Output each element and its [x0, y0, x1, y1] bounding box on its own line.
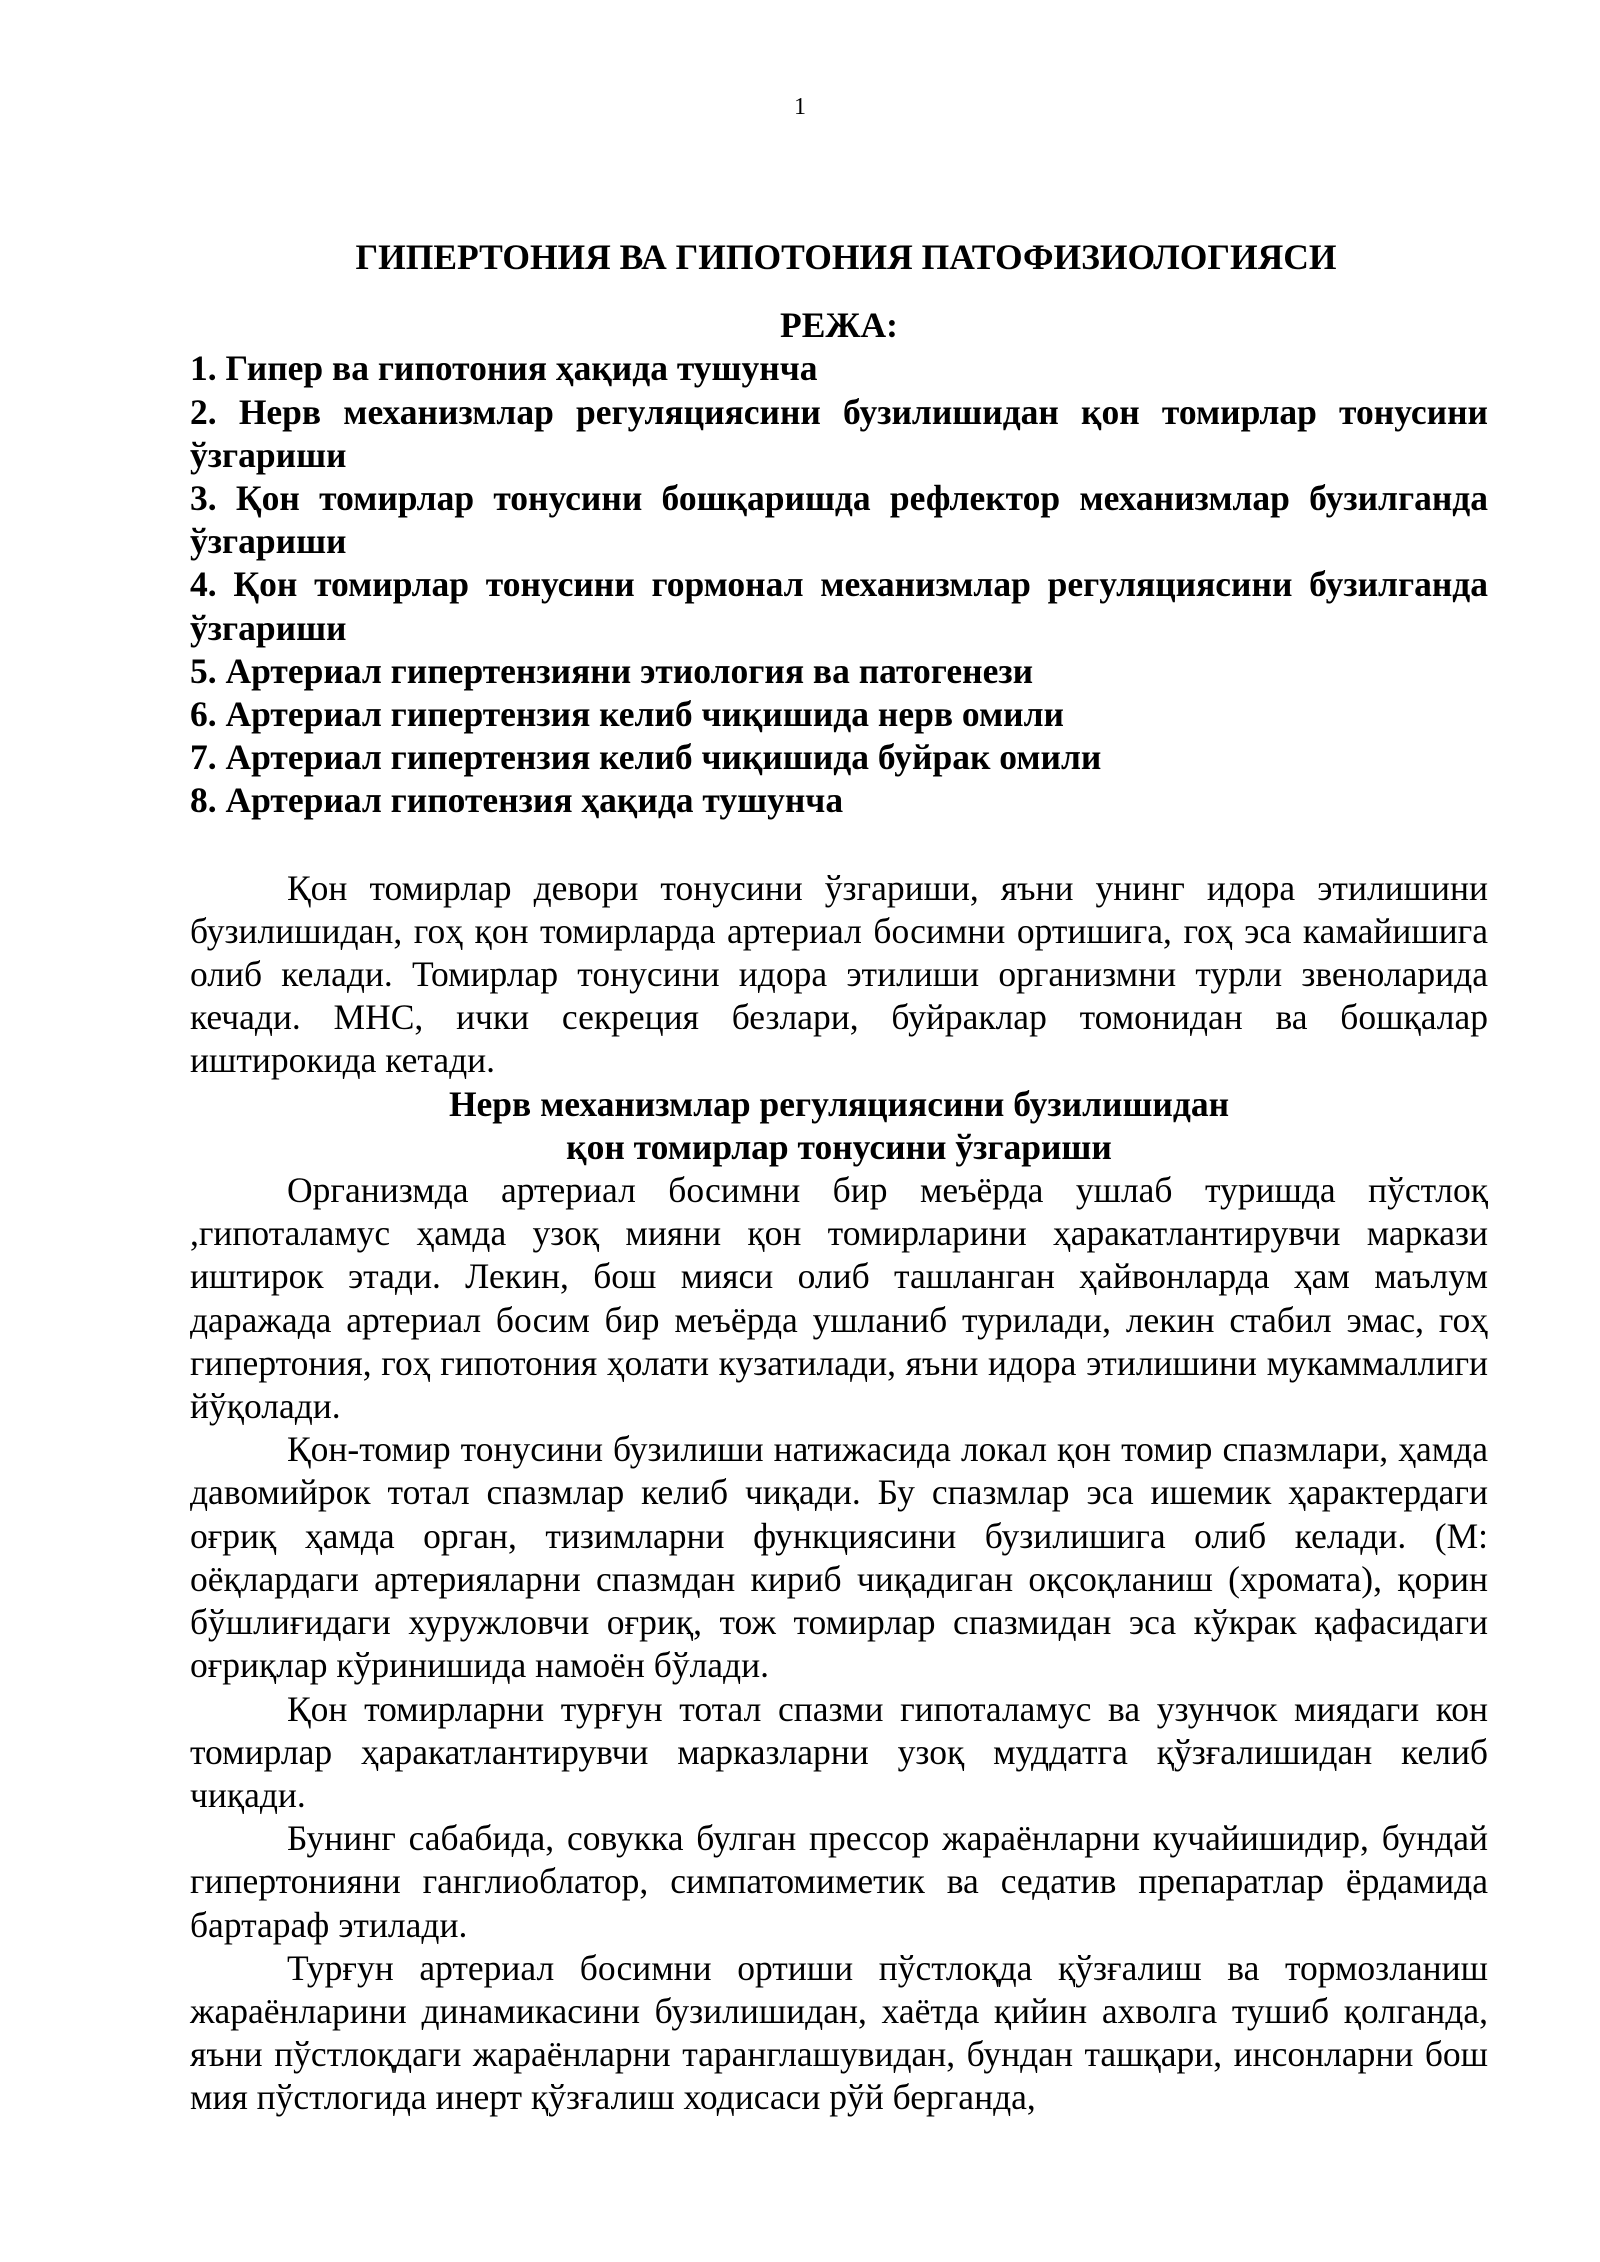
intro-paragraph: Қон томирлар девори тонусини ўзгариши, яъни унинг идора этилишини бузилишидан, гоҳ қон томирларда артериал босимни ортишига, гоҳ эса камайишига олиб келади. Томирлар тонусини идора этилиши организмни турли звеноларида кечади. МНС, ички секреция безлари, буйраклар томонидан ва бошқалар иштирокида кетади.: [190, 867, 1488, 1081]
section-heading-line: Нерв механизмлар регуляциясини бузилишидан: [448, 1083, 1230, 1124]
plan-list: [190, 347, 1488, 822]
body-paragraph: Қон томирларни турғун тотал спазми гипоталамус ва узунчок миядаги кон томирлар ҳаракатлантирувчи марказларни узоқ муддатга қўзғалишидан келиб чиқади.: [190, 1688, 1488, 1815]
section-heading-line: қон томирлар тонусини ўзгариши: [566, 1126, 1112, 1167]
plan-item: 6. Артериал гипертензия келиб чиқишида нерв омили: [190, 694, 1064, 735]
plan-item: 2. Нерв механизмлар регуляциясини бузилишидан қон томирлар тонусини ўзгариши: [190, 391, 1488, 475]
document-title: ГИПЕРТОНИЯ ВА ГИПОТОНИЯ ПАТОФИЗИОЛОГИЯСИ: [355, 237, 1337, 277]
body-paragraph: Бунинг сабабида, совукка булган прессор жараёнларни кучайишидир, бундай гипертонияни ганглиоблатор, симпатомиметик ва седатив препаратлар ёрдамида бартараф этилади.: [190, 1818, 1488, 1945]
page-content: [190, 236, 1488, 2120]
plan-item: 3. Қон томирлар тонусини бошқаришда рефлектор механизмлар бузилганда ўзгариши: [190, 478, 1488, 562]
plan-item: 5. Артериал гипертензияни этиология ва патогенези: [190, 650, 1034, 691]
section-heading: [190, 1083, 1488, 1169]
plan-heading: РЕЖА:: [780, 305, 898, 346]
body-paragraph: Организмда артериал босимни бир меъёрда ушлаб туришда пўстлоқ ,гипоталамус ҳамда узоқ мияни қон томирларини ҳаракатлантирувчи маркази иштирок этади. Лекин, бош мияси олиб ташланган ҳайвонларда ҳам маълум даражада артериал босим бир меъёрда ушланиб турилади, лекин стабил эмас, гоҳ гипертония, гоҳ гипотония ҳолати кузатилади, яъни идора этилишини мукаммаллиги йўқолади.: [190, 1170, 1488, 1427]
plan-item: 1. Гипер ва гипотония ҳақида тушунча: [190, 348, 818, 389]
body-paragraph: Қон-томир тонусини бузилиши натижасида локал қон томир спазмлари, ҳамда давомийрок тотал спазмлар келиб чиқади. Бу спазмлар эса ишемик ҳарактердаги оғриқ ҳамда орган, тизимларни функциясини бузилишига олиб келади. (М: оёқлардаги артерияларни спазмдан кириб чиқадиган оқсоқланиш (хромата), қорин бўшлиғидаги хуружловчи оғриқ, тож томирлар спазмидан эса кўкрак қафасидаги оғриқлар кўринишида намоён бўлади.: [190, 1429, 1488, 1686]
plan-item: 8. Артериал гипотензия ҳақида тушунча: [190, 780, 844, 821]
page-number: 1: [794, 94, 806, 120]
plan-item: 4. Қон томирлар тонусини гормонал механизмлар регуляциясини бузилганда ўзгариши: [190, 564, 1488, 648]
body-paragraph: Турғун артериал босимни ортиши пўстлоқда қўзғалиш ва тормозланиш жараёнларини динамикасини бузилишидан, хаётда қийин ахволга тушиб қолганда, яъни пўстлоқдаги жараёнларни таранглашувидан, бундан ташқари, инсонларни бош мия пўстлогида инерт қўзғалиш ходисаси рўй берганда,: [190, 1947, 1488, 2118]
body-text: [190, 867, 1488, 2120]
plan-item: 7. Артериал гипертензия келиб чиқишида буйрак омили: [190, 737, 1102, 778]
